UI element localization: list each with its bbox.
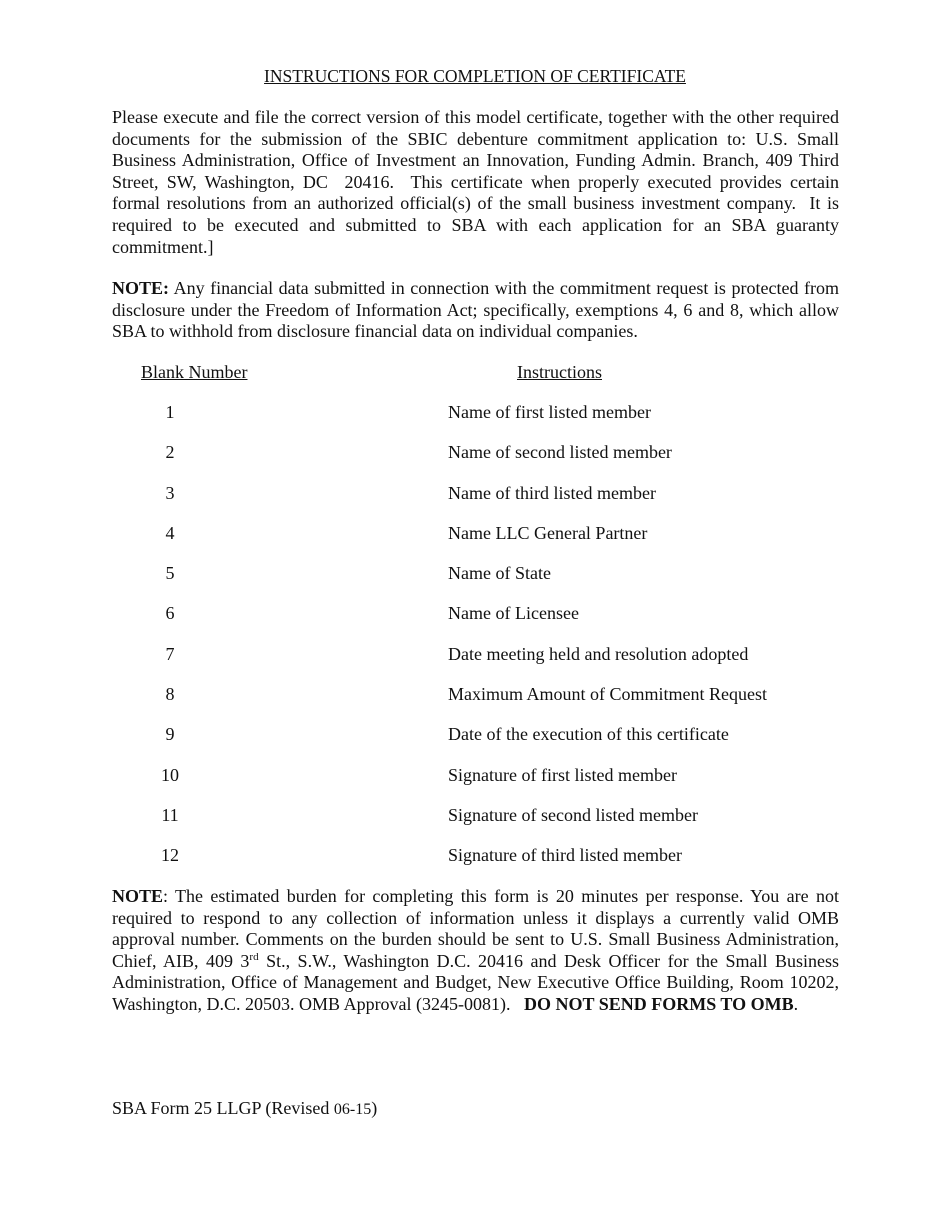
blank-number: 6 [165,603,175,624]
instruction-text: Name of third listed member [448,482,656,503]
note-label: NOTE: [112,278,170,298]
table-row [0,563,950,603]
column-header-instructions: Instructions [517,362,602,382]
ordinal-superscript: rd [249,950,259,963]
instruction-text: Name LLC General Partner [448,522,648,543]
instruction-text: Name of first listed member [448,402,651,422]
blank-number: 3 [165,482,175,503]
instruction-text: Name of Licensee [448,603,579,624]
blank-number: 1 [165,402,175,422]
note-text-part-b: St., S.W., Washington D.C. 20416 and Desk Officer for the Small Business Administration, Office of Management and Budget, New Executive Office Building, Room 10202, Washington, D.C. 20503. OMB Approval (3245-0081). [112,950,839,1014]
instruction-text: Signature of first listed member [448,764,677,785]
instruction-text: Signature of second listed member [448,804,698,825]
table-row [0,684,950,724]
blank-number: 9 [165,724,175,745]
note-label: NOTE [112,886,164,906]
intro-paragraph: Please execute and file the correct version of this model certificate, together with the other required documents for the submission of the SBIC debenture commitment application to: U.S. Small Business Administration, Office of Investment an Innovation, Funding Admin. Branch, 409 Third Street, SW, Washington, DC 20416. This certificate when properly executed provides certain formal resolutions from an authorized official(s) of the small business investment company. It is required to be executed and submitted to SBA with each application for an SBA guaranty commitment.] [112,107,839,257]
blank-number: 7 [165,643,175,664]
form-footer [112,1098,377,1121]
blank-number: 2 [165,442,175,463]
instruction-text: Maximum Amount of Commitment Request [448,684,767,705]
instruction-text: Date of the execution of this certificate [448,724,729,745]
instruction-text: Name of State [448,563,551,584]
page-title: INSTRUCTIONS FOR COMPLETION OF CERTIFICATE [264,66,686,86]
instruction-text: Name of second listed member [448,442,672,463]
table-row [0,765,950,805]
instruction-text: Signature of third listed member [448,845,682,866]
form-name: SBA Form 25 LLGP (Revised [112,1098,334,1118]
instruction-text: Date meeting held and resolution adopted [448,643,749,664]
column-header-blank-number: Blank Number [141,362,248,382]
foia-note-paragraph [112,278,839,343]
note-text: Any financial data submitted in connection with the commitment request is protected from disclosure under the Freedom of Information Act; specifically, exemptions 4, 6 and 8, which allow SBA to withhold from disclosure financial data on individual companies. [112,278,839,342]
note-text-part-a: : The estimated burden for completing this form is 20 minutes per response. You are not required to respond to any collection of information unless it displays a currently valid OMB approval number. Comments on the burden should be sent to U.S. Small Business Administration, Chief, AIB, 409 3 [112,886,839,971]
table-row [0,644,950,684]
blank-number: 10 [161,764,179,785]
blank-number: 12 [161,845,179,866]
table-row [0,805,950,845]
instructions-table [0,402,950,886]
table-row [0,442,950,482]
table-row [0,724,950,764]
do-not-send-warning: DO NOT SEND FORMS TO OMB [524,993,794,1014]
table-row [0,845,950,885]
blank-number: 4 [165,522,175,543]
table-row [0,402,950,442]
table-row [0,603,950,643]
footer-close-paren: ) [371,1098,378,1118]
table-row [0,483,950,523]
burden-note-paragraph [112,886,839,1016]
revision-date: 06-15 [333,1101,372,1118]
table-row [0,523,950,563]
blank-number: 8 [165,684,175,705]
note-period: . [793,993,799,1014]
blank-number: 11 [161,804,179,825]
blank-number: 5 [165,563,175,584]
